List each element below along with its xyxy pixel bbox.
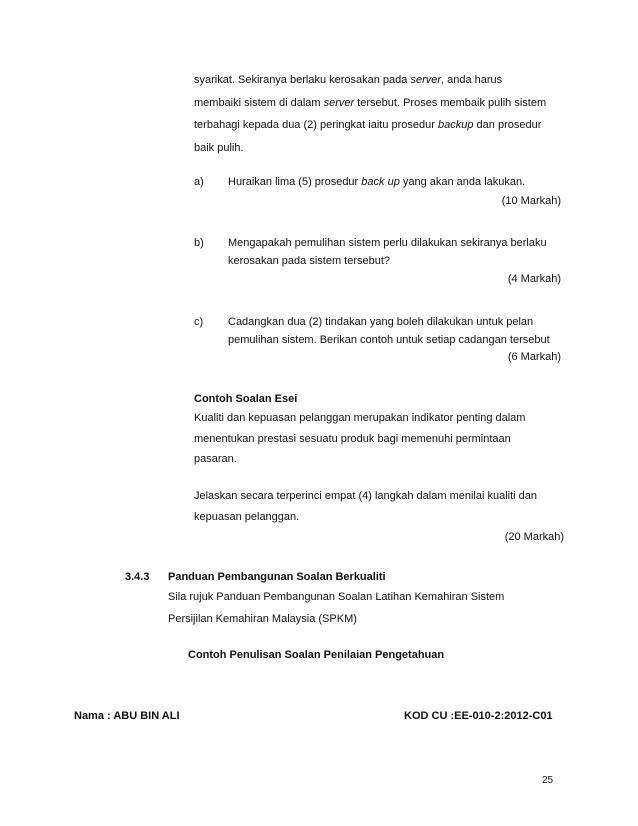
question-a-label: a) [194, 176, 204, 188]
essay-line-1: Kualiti dan kepuasan pelanggan merupakan indikator penting dalam [194, 412, 526, 424]
intro-line-1: syarikat. Sekiranya berlaku kerosakan pada server, anda harus [194, 74, 503, 86]
question-c-label: c) [194, 316, 204, 328]
intro-line-3: terbahagi kepada dua (2) peringkat iaitu prosedur backup dan prosedur [194, 119, 542, 131]
section-line-1: Sila rujuk Panduan Pembangunan Soalan Latihan Kemahiran Sistem [168, 591, 505, 603]
footer-name: Nama : ABU BIN ALI [74, 710, 180, 722]
question-c-marks: (6 Markah) [507, 351, 561, 363]
essay-line-3: pasaran. [194, 453, 237, 465]
question-b-marks: (4 Markah) [507, 273, 561, 285]
footer-code: KOD CU :EE-010-2:2012-C01 [404, 710, 553, 722]
section-number: 3.4.3 [125, 571, 150, 583]
section-subtitle: Contoh Penulisan Soalan Penilaian Pengetahuan [188, 649, 445, 661]
question-a-text: Huraikan lima (5) prosedur back up yang akan anda lakukan. [228, 176, 526, 188]
essay-marks: (20 Markah) [504, 531, 564, 543]
question-b-label: b) [194, 237, 204, 249]
essay-question-line-1: Jelaskan secara terperinci empat (4) langkah dalam menilai kualiti dan [194, 490, 538, 502]
question-c-line-2: pemulihan sistem. Berikan contoh untuk setiap cadangan tersebut [228, 334, 550, 346]
essay-line-2: menentukan prestasi sesuatu produk bagi memenuhi permintaan [194, 433, 511, 445]
intro-line-2: membaiki sistem di dalam server tersebut. Proses membaik pulih sistem [194, 97, 547, 109]
question-a-marks: (10 Markah) [501, 195, 561, 207]
question-c-line-1: Cadangkan dua (2) tindakan yang boleh dilakukan untuk pelan [228, 316, 534, 328]
intro-line-4: baik pulih. [194, 142, 244, 154]
section-title: Panduan Pembangunan Soalan Berkualiti [168, 571, 386, 583]
question-b-line-1: Mengapakah pemulihan sistem perlu dilakukan sekiranya berlaku [228, 237, 547, 249]
question-b-line-2: kerosakan pada sistem tersebut? [228, 255, 391, 267]
section-line-2: Persijilan Kemahiran Malaysia (SPKM) [168, 613, 357, 625]
essay-question-line-2: kepuasan pelanggan. [194, 511, 300, 523]
essay-title: Contoh Soalan Esei [194, 393, 298, 405]
page-number: 25 [542, 775, 554, 786]
